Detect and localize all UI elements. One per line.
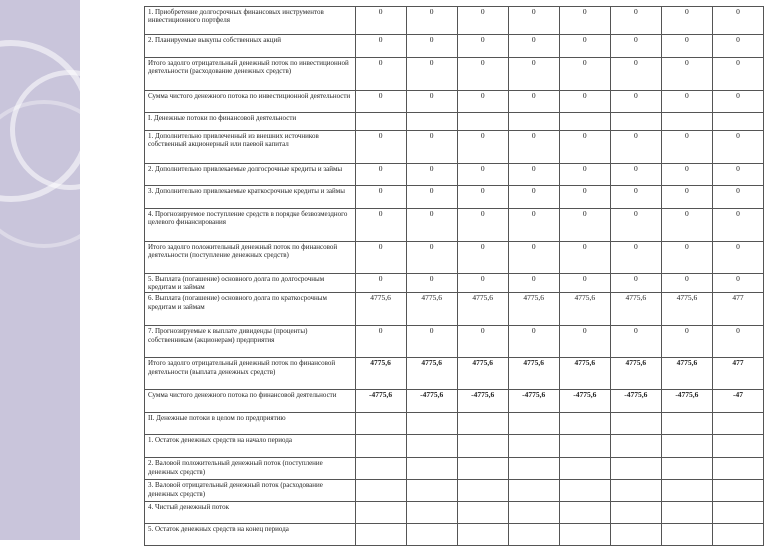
value-cell — [355, 458, 406, 480]
value-cell: 0 — [406, 186, 457, 209]
value-cell — [508, 480, 559, 502]
row-label: 2. Дополнительно привлекаемые долгосрочные кредиты и займы — [148, 165, 343, 173]
row-label: 1. Остаток денежных средств на начало периода — [148, 436, 292, 445]
row-label: 2. Планируемые выкупы собственных акций — [148, 36, 281, 44]
value-cell: 0 — [406, 58, 457, 91]
value-cell: 4775,6 — [610, 293, 661, 326]
row-label: 4. Чистый денежный поток — [148, 503, 229, 512]
value-cell: 0 — [559, 186, 610, 209]
value-cell: 0 — [457, 242, 508, 274]
value-cell: 0 — [661, 58, 712, 91]
value-cell: 0 — [406, 164, 457, 186]
value-cell: 0 — [610, 91, 661, 113]
row-label-cell — [145, 413, 356, 435]
row-label-cell — [145, 242, 356, 274]
value-cell: -4775,6 — [355, 390, 406, 413]
value-cell: -4775,6 — [508, 390, 559, 413]
value-cell: 0 — [661, 164, 712, 186]
value-cell: 0 — [712, 186, 763, 209]
table-row — [145, 293, 764, 326]
value-cell: 0 — [355, 91, 406, 113]
value-cell: 0 — [508, 7, 559, 35]
value-cell: 0 — [457, 326, 508, 358]
table-row — [145, 164, 764, 186]
value-cell: 0 — [559, 326, 610, 358]
value-cell: 0 — [559, 131, 610, 164]
table-row — [145, 480, 764, 502]
value-cell — [559, 435, 610, 458]
value-cell: 0 — [508, 131, 559, 164]
row-label-cell — [145, 113, 356, 131]
table-row — [145, 524, 764, 546]
value-cell: 0 — [559, 91, 610, 113]
value-cell — [661, 413, 712, 435]
row-label: 2. Валовой положительный денежный поток (поступление денежных средств) — [148, 459, 323, 476]
value-cell — [406, 435, 457, 458]
row-label: 5. Остаток денежных средств на конец периода — [148, 525, 289, 534]
value-cell — [559, 480, 610, 502]
value-cell: -4775,6 — [559, 390, 610, 413]
value-cell — [712, 113, 763, 131]
value-cell — [355, 502, 406, 524]
value-cell: 0 — [559, 35, 610, 58]
value-cell — [457, 435, 508, 458]
row-label: 1. Приобретение долгосрочных финансовых инструментов инвестиционного портфеля — [148, 8, 324, 25]
value-cell — [457, 413, 508, 435]
table-row — [145, 390, 764, 413]
value-cell: 4775,6 — [610, 358, 661, 390]
value-cell: 0 — [712, 274, 763, 293]
value-cell: 0 — [355, 35, 406, 58]
value-cell — [610, 480, 661, 502]
value-cell — [610, 113, 661, 131]
value-cell: 4775,6 — [508, 358, 559, 390]
value-cell: 4775,6 — [457, 358, 508, 390]
value-cell: 0 — [457, 209, 508, 242]
row-label: 3. Дополнительно привлекаемые краткосрочные кредиты и займы — [148, 187, 345, 195]
value-cell — [508, 413, 559, 435]
table-row — [145, 502, 764, 524]
table-row — [145, 326, 764, 358]
value-cell: 4775,6 — [406, 358, 457, 390]
value-cell — [610, 413, 661, 435]
value-cell — [406, 458, 457, 480]
value-cell — [508, 524, 559, 546]
value-cell: 0 — [508, 209, 559, 242]
row-label: 1. Дополнительно привлеченный из внешних источников собственный акционерный или паевой капитал — [148, 132, 319, 149]
value-cell: 0 — [610, 35, 661, 58]
value-cell — [457, 524, 508, 546]
row-label-cell — [145, 7, 356, 35]
row-label-cell — [145, 58, 356, 91]
value-cell: 0 — [457, 274, 508, 293]
row-label-cell — [145, 435, 356, 458]
value-cell: 0 — [712, 164, 763, 186]
value-cell: 0 — [661, 326, 712, 358]
value-cell: 0 — [508, 242, 559, 274]
value-cell — [508, 435, 559, 458]
value-cell: 0 — [355, 326, 406, 358]
value-cell: 0 — [610, 186, 661, 209]
value-cell — [610, 502, 661, 524]
value-cell: 0 — [508, 35, 559, 58]
value-cell: 0 — [355, 274, 406, 293]
table-row — [145, 113, 764, 131]
value-cell: -4775,6 — [406, 390, 457, 413]
value-cell — [661, 480, 712, 502]
value-cell — [610, 524, 661, 546]
row-label-cell — [145, 164, 356, 186]
table-row — [145, 91, 764, 113]
value-cell: 4775,6 — [661, 358, 712, 390]
value-cell — [406, 524, 457, 546]
value-cell: 0 — [712, 7, 763, 35]
slide-decoration — [0, 0, 80, 540]
value-cell: 0 — [355, 7, 406, 35]
value-cell — [661, 435, 712, 458]
value-cell: 0 — [457, 7, 508, 35]
value-cell: 0 — [457, 91, 508, 113]
row-label-cell — [145, 524, 356, 546]
value-cell: 0 — [457, 186, 508, 209]
value-cell: 0 — [712, 242, 763, 274]
row-label: 4. Прогнозируемое поступление средств в порядке безвозмездного целевого финансирования — [148, 210, 348, 227]
cash-flow-table — [144, 6, 764, 546]
table-row — [145, 58, 764, 91]
table-row — [145, 458, 764, 480]
value-cell: 0 — [712, 58, 763, 91]
value-cell — [355, 113, 406, 131]
value-cell: 477 — [712, 358, 763, 390]
row-label-cell — [145, 131, 356, 164]
row-label-cell — [145, 502, 356, 524]
value-cell: 0 — [661, 209, 712, 242]
value-cell — [508, 458, 559, 480]
value-cell — [661, 458, 712, 480]
value-cell: 0 — [355, 186, 406, 209]
value-cell: 0 — [457, 35, 508, 58]
value-cell — [712, 480, 763, 502]
value-cell: 4775,6 — [406, 293, 457, 326]
value-cell: 0 — [559, 164, 610, 186]
value-cell: 0 — [355, 58, 406, 91]
table-row — [145, 413, 764, 435]
value-cell — [457, 480, 508, 502]
value-cell: 0 — [406, 7, 457, 35]
value-cell: 0 — [712, 131, 763, 164]
value-cell — [457, 502, 508, 524]
value-cell: 0 — [355, 242, 406, 274]
value-cell: 0 — [355, 209, 406, 242]
value-cell — [712, 502, 763, 524]
value-cell: 0 — [406, 242, 457, 274]
value-cell — [559, 458, 610, 480]
value-cell: 0 — [508, 326, 559, 358]
value-cell: 0 — [406, 131, 457, 164]
value-cell: 0 — [406, 274, 457, 293]
value-cell: 0 — [661, 131, 712, 164]
value-cell: 0 — [406, 209, 457, 242]
value-cell: 0 — [457, 131, 508, 164]
value-cell: 0 — [457, 58, 508, 91]
row-label-cell — [145, 209, 356, 242]
table-row — [145, 131, 764, 164]
value-cell: 0 — [355, 164, 406, 186]
value-cell: 0 — [508, 186, 559, 209]
row-label-cell — [145, 458, 356, 480]
value-cell: 0 — [610, 7, 661, 35]
row-label: Итого задолго отрицательный денежный поток по инвестиционной деятельности (расходование денежных средств) — [148, 59, 349, 76]
value-cell: -4775,6 — [457, 390, 508, 413]
value-cell: 0 — [457, 164, 508, 186]
row-label: Сумма чистого денежного потока по инвестиционной деятельности — [148, 92, 351, 100]
value-cell: 0 — [355, 131, 406, 164]
value-cell: -47 — [712, 390, 763, 413]
value-cell: 0 — [559, 274, 610, 293]
value-cell: 0 — [508, 274, 559, 293]
row-label: I. Денежные потоки по финансовой деятельности — [148, 114, 297, 122]
value-cell: -4775,6 — [661, 390, 712, 413]
row-label-cell — [145, 390, 356, 413]
value-cell — [355, 524, 406, 546]
value-cell — [661, 502, 712, 524]
value-cell — [559, 502, 610, 524]
value-cell: -4775,6 — [610, 390, 661, 413]
value-cell — [610, 458, 661, 480]
value-cell: 0 — [559, 58, 610, 91]
value-cell: 0 — [712, 209, 763, 242]
value-cell — [559, 113, 610, 131]
value-cell: 4775,6 — [457, 293, 508, 326]
value-cell — [406, 502, 457, 524]
value-cell: 0 — [661, 242, 712, 274]
value-cell — [661, 524, 712, 546]
value-cell: 0 — [661, 35, 712, 58]
value-cell: 0 — [559, 242, 610, 274]
value-cell — [559, 524, 610, 546]
table-row — [145, 435, 764, 458]
value-cell — [355, 435, 406, 458]
row-label: Сумма чистого денежного потока по финансовой деятельности — [148, 391, 337, 400]
value-cell — [457, 458, 508, 480]
value-cell: 4775,6 — [661, 293, 712, 326]
value-cell: 0 — [406, 35, 457, 58]
value-cell: 4775,6 — [559, 293, 610, 326]
value-cell — [712, 435, 763, 458]
value-cell — [355, 480, 406, 502]
table-row — [145, 209, 764, 242]
value-cell — [508, 113, 559, 131]
value-cell — [661, 113, 712, 131]
value-cell — [508, 502, 559, 524]
row-label: Итого задолго положительный денежный поток по финансовой деятельности (поступление денежных средств) — [148, 243, 338, 260]
value-cell: 0 — [559, 7, 610, 35]
value-cell: 0 — [508, 58, 559, 91]
row-label-cell — [145, 35, 356, 58]
value-cell: 0 — [610, 242, 661, 274]
value-cell: 0 — [610, 58, 661, 91]
value-cell: 0 — [661, 186, 712, 209]
value-cell: 4775,6 — [508, 293, 559, 326]
value-cell: 0 — [610, 274, 661, 293]
row-label-cell — [145, 274, 356, 293]
value-cell: 477 — [712, 293, 763, 326]
value-cell — [712, 413, 763, 435]
row-label: II. Денежные потоки в целом по предприятию — [148, 414, 286, 423]
value-cell: 0 — [610, 326, 661, 358]
row-label: 3. Валовой отрицательный денежный поток (расходование денежных средств) — [148, 481, 323, 498]
row-label-cell — [145, 326, 356, 358]
value-cell: 0 — [712, 91, 763, 113]
table-row — [145, 186, 764, 209]
table-row — [145, 7, 764, 35]
value-cell: 0 — [661, 7, 712, 35]
value-cell: 0 — [406, 91, 457, 113]
value-cell — [712, 524, 763, 546]
value-cell: 0 — [661, 91, 712, 113]
value-cell: 0 — [406, 326, 457, 358]
table-row — [145, 242, 764, 274]
value-cell: 0 — [508, 164, 559, 186]
row-label-cell — [145, 91, 356, 113]
row-label-cell — [145, 293, 356, 326]
value-cell — [406, 480, 457, 502]
value-cell: 0 — [610, 209, 661, 242]
value-cell: 0 — [559, 209, 610, 242]
value-cell: 0 — [712, 35, 763, 58]
row-label-cell — [145, 186, 356, 209]
value-cell — [712, 458, 763, 480]
value-cell — [406, 413, 457, 435]
value-cell — [559, 413, 610, 435]
row-label: 7. Прогнозируемые к выплате дивиденды (проценты) собственникам (акционерам) предприятия — [148, 327, 308, 344]
value-cell — [355, 413, 406, 435]
row-label: Итого задолго отрицательный денежный поток по финансовой деятельности (выплата денежных средств) — [148, 359, 336, 376]
document-page — [140, 0, 744, 540]
table-row — [145, 358, 764, 390]
value-cell — [610, 435, 661, 458]
table-row — [145, 274, 764, 293]
value-cell: 4775,6 — [355, 358, 406, 390]
value-cell: 0 — [610, 131, 661, 164]
value-cell: 0 — [712, 326, 763, 358]
value-cell: 0 — [610, 164, 661, 186]
row-label-cell — [145, 480, 356, 502]
row-label: 5. Выплата (погашение) основного долга по долгосрочным кредитам и займам — [148, 275, 325, 292]
value-cell: 0 — [661, 274, 712, 293]
value-cell — [406, 113, 457, 131]
table-row — [145, 35, 764, 58]
value-cell: 4775,6 — [559, 358, 610, 390]
value-cell — [457, 113, 508, 131]
row-label-cell — [145, 358, 356, 390]
value-cell: 4775,6 — [355, 293, 406, 326]
value-cell: 0 — [508, 91, 559, 113]
row-label: 6. Выплата (погашение) основного долга по краткосрочным кредитам и займам — [148, 294, 327, 311]
